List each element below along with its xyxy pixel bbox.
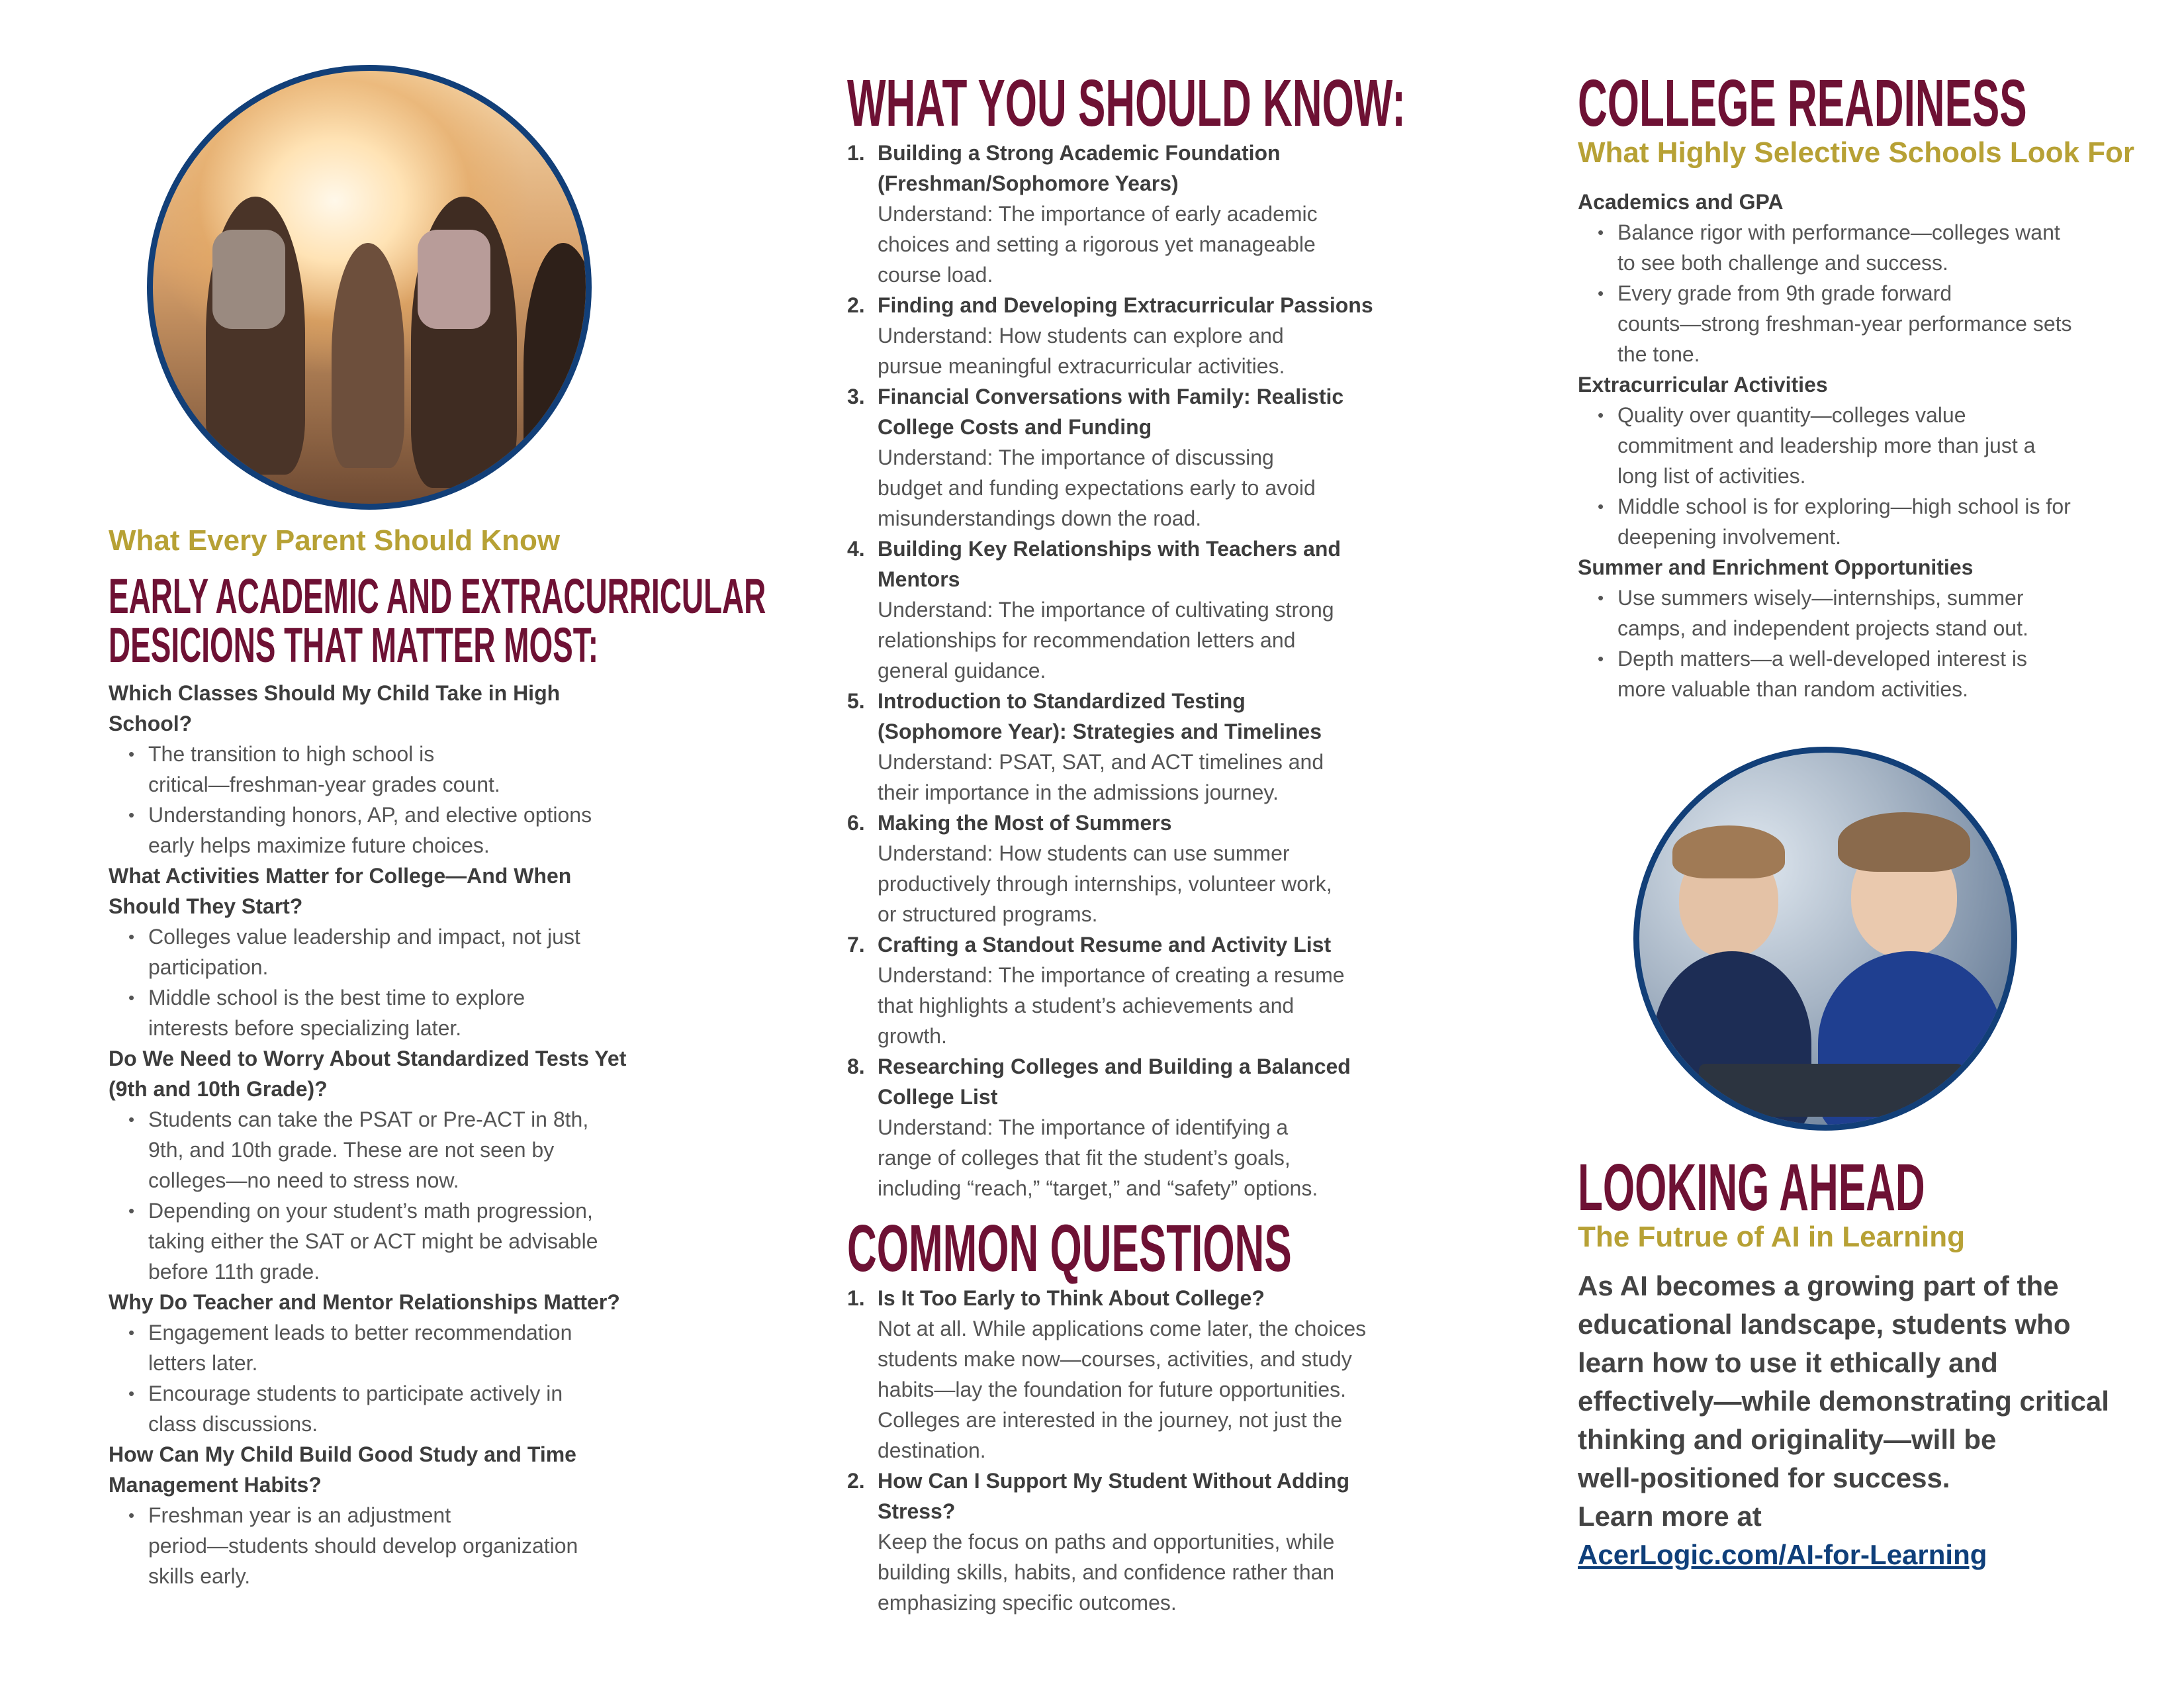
bullet-line: the tone. <box>1617 342 1700 366</box>
bullet-line: letters later. <box>148 1351 258 1375</box>
question-title: What Activities Matter for College—And When <box>109 864 572 888</box>
bullet-line: skills early. <box>148 1564 251 1588</box>
item-description: habits—lay the foundation for future opportunities. <box>878 1378 1346 1401</box>
college-readiness-heading: COLLEGE READINESS <box>1578 66 2027 140</box>
question-title: Which Classes Should My Child Take in High <box>109 681 561 705</box>
bullet-item <box>1617 491 2147 552</box>
ahead-line: well-positioned for success. <box>1578 1462 1950 1493</box>
common-questions-heading: COMMON QUESTIONS <box>847 1211 1292 1286</box>
bullet-line: • Depth matters—a well-developed interest is <box>1617 647 2027 671</box>
bullet-line: camps, and independent projects stand out. <box>1617 616 2028 640</box>
bullet-line: before 11th grade. <box>148 1260 320 1284</box>
item-description: misunderstandings down the road. <box>878 506 1202 530</box>
bullet-line: participation. <box>148 955 269 979</box>
item-description: pursue meaningful extracurricular activities. <box>878 354 1285 378</box>
item-description: emphasizing specific outcomes. <box>878 1591 1177 1615</box>
item-description: Colleges are interested in the journey, not just the <box>878 1408 1343 1432</box>
item-description: Not at all. While applications come later, the choices <box>878 1317 1367 1340</box>
bullet-line: • Colleges value leadership and impact, not just <box>148 925 580 949</box>
bullet-line: • Depending on your student’s math progression, <box>148 1199 593 1223</box>
item-description: course load. <box>878 263 993 287</box>
col1-heading-line1: EARLY ACADEMIC AND EXTRACURRICULAR <box>109 569 766 624</box>
bullet-line: long list of activities. <box>1617 464 1806 488</box>
item-title: Is It Too Early to Think About College? <box>878 1286 1265 1310</box>
item-description: productively through internships, volunteer work, <box>878 872 1332 896</box>
bullet-line: critical—freshman-year grades count. <box>148 773 500 796</box>
bullet-item <box>148 1378 651 1439</box>
item-description: including “reach,” “target,” and “safety” options. <box>878 1176 1318 1200</box>
item-number: 2. <box>847 293 865 317</box>
item-description: their importance in the admissions journey. <box>878 780 1279 804</box>
question-title: School? <box>109 712 193 735</box>
group-title: Extracurricular Activities <box>1578 373 1828 397</box>
item-description: students make now—courses, activities, and study <box>878 1347 1352 1371</box>
bullet-item <box>148 739 651 800</box>
readiness-groups <box>1578 187 2147 704</box>
item-number: 4. <box>847 537 865 561</box>
bullet-line: taking either the SAT or ACT might be advisable <box>148 1229 598 1253</box>
item-title: How Can I Support My Student Without Adding <box>878 1469 1350 1493</box>
bullet-list <box>109 1317 651 1439</box>
bullet-line: • Every grade from 9th grade forward <box>1617 281 1952 305</box>
bullet-item <box>1617 217 2147 278</box>
bullet-list <box>1578 400 2147 552</box>
item-description: budget and funding expectations early to avoid <box>878 476 1316 500</box>
bullet-line: • Middle school is the best time to explore <box>148 986 525 1009</box>
bullet-item <box>148 1196 651 1287</box>
question-title: Do We Need to Worry About Standardized Tests Yet <box>109 1047 627 1070</box>
item-title: Finding and Developing Extracurricular Passions <box>878 293 1373 317</box>
questions-list <box>847 1283 1416 1618</box>
bullet-line: 9th, and 10th grade. These are not seen by <box>148 1138 555 1162</box>
bullet-line: • Use summers wisely—internships, summer <box>1617 586 2024 610</box>
group-title: Academics and GPA <box>1578 190 1784 214</box>
col1-questions <box>109 678 651 1591</box>
bullet-line: early helps maximize future choices. <box>148 833 490 857</box>
item-title: Introduction to Standardized Testing <box>878 689 1246 713</box>
bullet-line: • Middle school is for exploring—high school is for <box>1617 494 2071 518</box>
bullet-list <box>109 739 651 861</box>
item-number: 1. <box>847 141 865 165</box>
bullet-item <box>148 1317 651 1378</box>
bullet-line: commitment and leadership more than just a <box>1617 434 2036 457</box>
looking-ahead-text <box>1578 1267 2147 1536</box>
item-title: Financial Conversations with Family: Realistic <box>878 385 1344 408</box>
ahead-line: As AI becomes a growing part of the <box>1578 1270 2059 1301</box>
item-number: 1. <box>847 1286 865 1310</box>
bullet-item <box>148 921 651 982</box>
ahead-line: thinking and originality—will be <box>1578 1424 1997 1455</box>
bullet-item <box>1617 643 2147 704</box>
bullet-list <box>109 1104 651 1287</box>
bullet-list <box>109 921 651 1043</box>
bullet-line: • The transition to high school is <box>148 742 435 766</box>
item-description: Understand: PSAT, SAT, and ACT timelines and <box>878 750 1324 774</box>
item-title: Crafting a Standout Resume and Activity List <box>878 933 1332 957</box>
ahead-line: educational landscape, students who <box>1578 1309 2071 1340</box>
looking-ahead-sub: The Futrue of AI in Learning <box>1578 1221 1966 1253</box>
numbered-item <box>847 534 1416 686</box>
item-description: that highlights a student’s achievements and <box>878 994 1295 1017</box>
bullet-item <box>1617 278 2147 369</box>
bullet-line: • Freshman year is an adjustment <box>148 1503 451 1527</box>
bullet-item <box>148 1104 651 1196</box>
item-number: 6. <box>847 811 865 835</box>
bullet-list <box>1578 583 2147 704</box>
bullet-line: interests before specializing later. <box>148 1016 462 1040</box>
ahead-line: effectively—while demonstrating critical <box>1578 1385 2109 1417</box>
numbered-item <box>847 290 1416 381</box>
item-title: Stress? <box>878 1499 956 1523</box>
item-number: 3. <box>847 385 865 408</box>
item-description: Keep the focus on paths and opportunities, while <box>878 1530 1335 1554</box>
item-description: Understand: The importance of early academic <box>878 202 1318 226</box>
bullet-line: period—students should develop organization <box>148 1534 578 1558</box>
students-hallway-photo <box>147 65 592 510</box>
college-readiness-sub: What Highly Selective Schools Look For <box>1578 136 2135 169</box>
item-number: 7. <box>847 933 865 957</box>
item-description: Understand: The importance of creating a resume <box>878 963 1345 987</box>
bullet-line: • Encourage students to participate actively in <box>148 1382 563 1405</box>
item-number: 2. <box>847 1469 865 1493</box>
col1-kicker: What Every Parent Should Know <box>109 524 561 557</box>
item-description: range of colleges that fit the student’s goals, <box>878 1146 1291 1170</box>
ai-learning-link[interactable]: AcerLogic.com/AI-for-Learning <box>1578 1539 1987 1570</box>
item-description: Understand: The importance of cultivating strong <box>878 598 1334 622</box>
numbered-item <box>847 1283 1416 1466</box>
item-title: College Costs and Funding <box>878 415 1152 439</box>
item-description: building skills, habits, and confidence rather than <box>878 1560 1335 1584</box>
bullet-line: more valuable than random activities. <box>1617 677 1969 701</box>
item-title: Researching Colleges and Building a Balanced <box>878 1055 1351 1078</box>
numbered-item <box>847 1051 1416 1203</box>
bullet-line: colleges—no need to stress now. <box>148 1168 459 1192</box>
bullet-list <box>1578 217 2147 369</box>
item-title: Building Key Relationships with Teachers and <box>878 537 1341 561</box>
numbered-item <box>847 381 1416 534</box>
item-description: Understand: The importance of discussing <box>878 445 1274 469</box>
bullet-item <box>148 982 651 1043</box>
item-description: growth. <box>878 1024 947 1048</box>
question-title: (9th and 10th Grade)? <box>109 1077 328 1101</box>
question-title: Why Do Teacher and Mentor Relationships Matter? <box>109 1290 620 1314</box>
bullet-item <box>148 1500 651 1591</box>
ahead-line: Learn more at <box>1578 1501 1762 1532</box>
bullet-line: • Students can take the PSAT or Pre-ACT in 8th, <box>148 1107 589 1131</box>
bullet-line: to see both challenge and success. <box>1617 251 1948 275</box>
item-title: College List <box>878 1085 998 1109</box>
what-you-should-know-heading: WHAT YOU SHOULD KNOW: <box>847 66 1406 140</box>
item-title: (Sophomore Year): Strategies and Timelines <box>878 720 1322 743</box>
numbered-item <box>847 138 1416 290</box>
item-title: Mentors <box>878 567 960 591</box>
ahead-line: learn how to use it ethically and <box>1578 1347 1998 1378</box>
numbered-item <box>847 686 1416 808</box>
item-title: Building a Strong Academic Foundation <box>878 141 1281 165</box>
bullet-line: • Understanding honors, AP, and elective options <box>148 803 592 827</box>
question-title: How Can My Child Build Good Study and Time <box>109 1442 576 1466</box>
item-description: or structured programs. <box>878 902 1098 926</box>
numbered-item <box>847 929 1416 1051</box>
item-description: destination. <box>878 1438 986 1462</box>
item-description: Understand: The importance of identifying a <box>878 1115 1289 1139</box>
question-title: Should They Start? <box>109 894 303 918</box>
group-title: Summer and Enrichment Opportunities <box>1578 555 1974 579</box>
item-number: 8. <box>847 1055 865 1078</box>
bullet-list <box>109 1500 651 1591</box>
bullet-line: • Quality over quantity—colleges value <box>1617 403 1966 427</box>
item-number: 5. <box>847 689 865 713</box>
item-description: Understand: How students can explore and <box>878 324 1284 348</box>
question-title: Management Habits? <box>109 1473 322 1497</box>
item-description: relationships for recommendation letters and <box>878 628 1296 652</box>
bullet-item <box>1617 583 2147 643</box>
bullet-item <box>1617 400 2147 491</box>
bullet-line: • Balance rigor with performance—colleges want <box>1617 220 2060 244</box>
item-title: (Freshman/Sophomore Years) <box>878 171 1179 195</box>
item-title: Making the Most of Summers <box>878 811 1172 835</box>
bullet-line: class discussions. <box>148 1412 318 1436</box>
bullet-line: counts—strong freshman-year performance sets <box>1617 312 2072 336</box>
bullet-line: • Engagement leads to better recommendation <box>148 1321 572 1344</box>
students-robotics-photo <box>1633 747 2017 1131</box>
bullet-item <box>148 800 651 861</box>
looking-ahead-heading: LOOKING AHEAD <box>1578 1150 1925 1225</box>
bullet-line: deepening involvement. <box>1617 525 1842 549</box>
col1-heading-line2: DESICIONS THAT MATTER MOST: <box>109 618 598 673</box>
item-description: general guidance. <box>878 659 1046 682</box>
know-list <box>847 138 1416 1203</box>
numbered-item <box>847 1466 1416 1618</box>
item-description: choices and setting a rigorous yet manageable <box>878 232 1316 256</box>
numbered-item <box>847 808 1416 929</box>
item-description: Understand: How students can use summer <box>878 841 1290 865</box>
